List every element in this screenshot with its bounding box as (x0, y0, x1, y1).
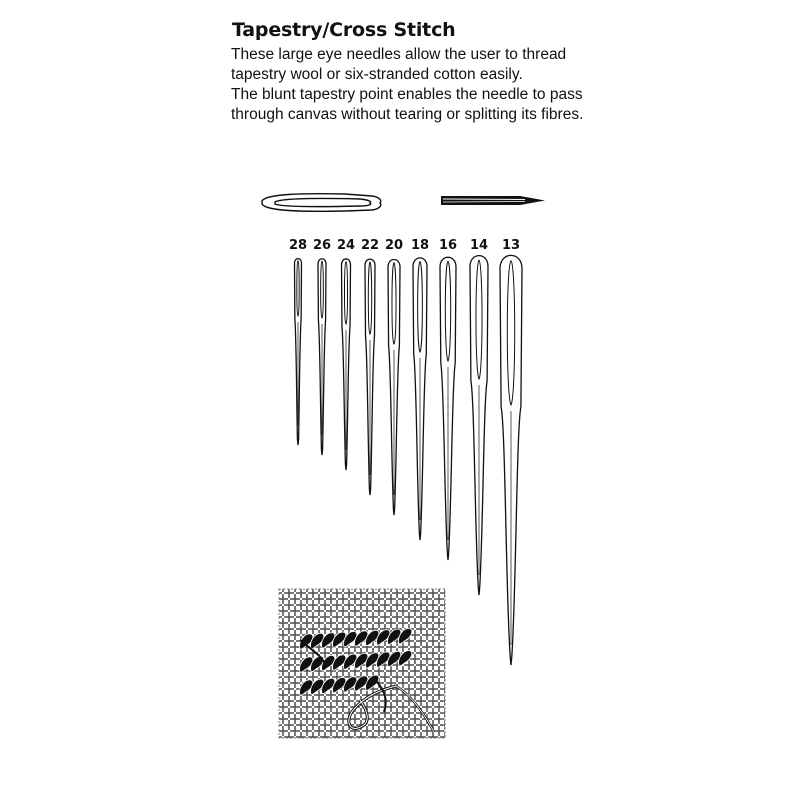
needle-size-label: 18 (410, 238, 430, 253)
section-title: Tapestry/Cross Stitch (232, 19, 456, 41)
needle-eye (507, 261, 514, 405)
needle-eye (392, 263, 396, 344)
needle-size-label: 14 (469, 238, 489, 253)
needle-eye (476, 260, 482, 379)
needle-eye (321, 261, 324, 318)
needle-size-label: 16 (438, 238, 458, 253)
needle-size-label: 13 (501, 238, 521, 253)
needle-size-label: 22 (360, 238, 380, 253)
needle-eye (418, 262, 423, 352)
needle-size-label: 26 (312, 238, 332, 253)
needle-side-view-icon (441, 196, 545, 205)
description-paragraph-point: The blunt tapestry point enables the needle to pass through canvas without tearing or splitting its fibres. (231, 86, 584, 123)
needle-eye (445, 261, 450, 361)
needle-eye (368, 262, 371, 334)
description-paragraph-eye: These large eye needles allow the user to thread tapestry wool or six-stranded cotton easily. (231, 46, 567, 83)
canvas-stitch-icon (279, 589, 445, 738)
needle-size-label: 28 (288, 238, 308, 253)
needle-eye (344, 262, 347, 324)
needle-eye (297, 261, 299, 316)
needle-eye-view-icon (262, 194, 381, 212)
needle-size-label: 24 (336, 238, 356, 253)
needle-size-label: 20 (384, 238, 404, 253)
